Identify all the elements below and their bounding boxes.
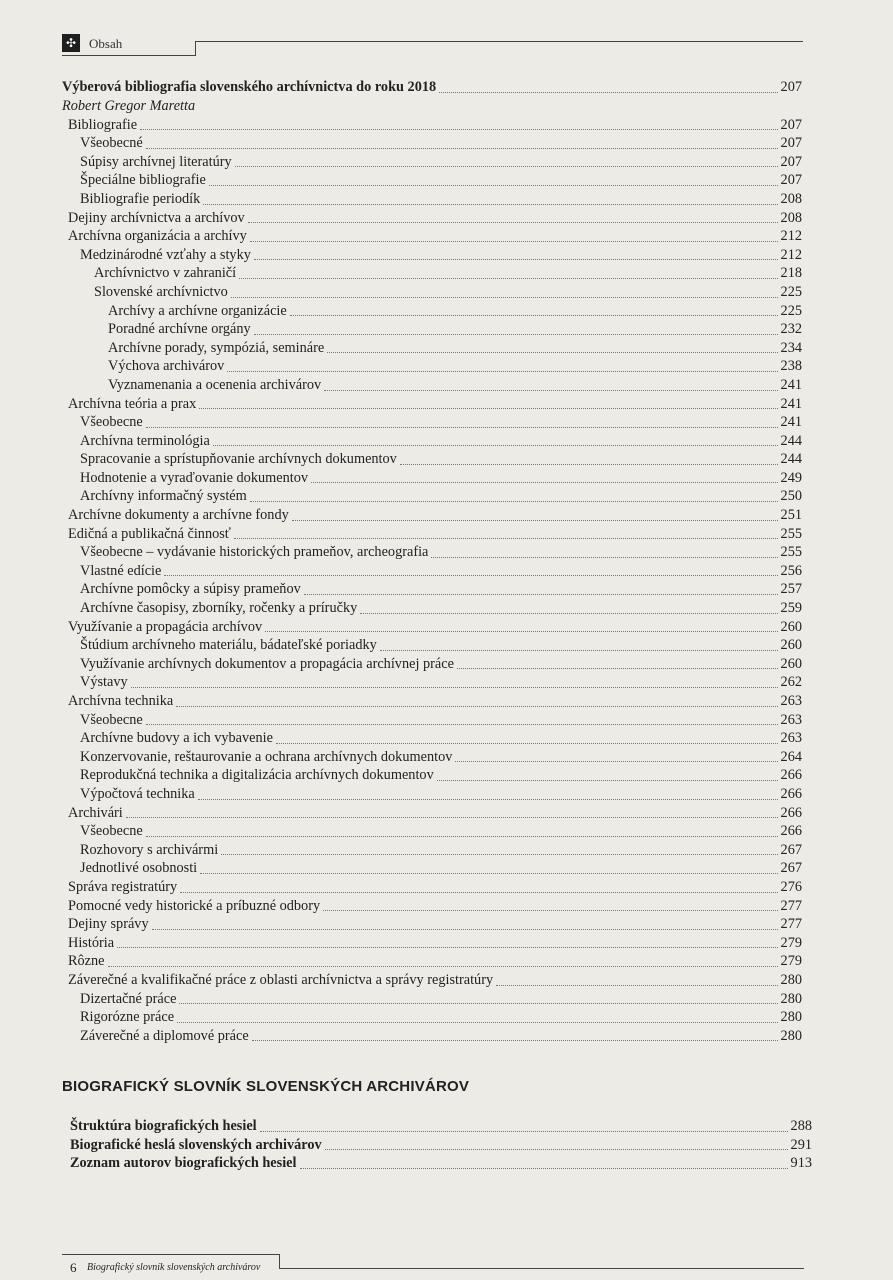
toc-entry-label: Výchova archivárov xyxy=(108,358,225,375)
toc-page-number: 263 xyxy=(780,711,802,728)
header-rule-long xyxy=(195,41,803,42)
table-of-contents xyxy=(62,78,802,1045)
toc-entry-label: Archívne budovy a ich vybavenie xyxy=(80,730,273,747)
toc-entry-label: Vlastné edície xyxy=(80,562,162,579)
footer-rule-step xyxy=(279,1254,280,1268)
toc-entry-label: Dejiny správy xyxy=(68,916,149,933)
toc-entry[interactable] xyxy=(62,766,802,785)
toc-entry-label: Bibliografie periodík xyxy=(80,190,201,207)
toc-entry[interactable] xyxy=(62,320,802,339)
toc-page-number: 267 xyxy=(780,841,802,858)
biographical-entry[interactable] xyxy=(62,1117,812,1136)
toc-entry-label: Všeobecne xyxy=(80,823,143,840)
dot-leader xyxy=(146,724,778,725)
toc-entry-label: Archívna teória a prax xyxy=(68,395,197,412)
toc-entry-label: Štúdium archívneho materiálu, bádateľské poriadky xyxy=(80,637,377,654)
toc-page-number: 249 xyxy=(780,469,802,486)
toc-page-number: 255 xyxy=(780,525,802,542)
toc-entry-label: Záverečné a diplomové práce xyxy=(80,1027,249,1044)
dot-leader xyxy=(177,1022,778,1023)
biographical-entry[interactable] xyxy=(62,1136,812,1155)
toc-entry[interactable] xyxy=(62,116,802,135)
toc-entry[interactable] xyxy=(62,450,802,469)
dot-leader xyxy=(324,390,778,391)
toc-entry-label: Zoznam autorov biografických hesiel xyxy=(70,1155,297,1172)
toc-entry[interactable] xyxy=(62,395,802,414)
toc-entry[interactable] xyxy=(62,785,802,804)
toc-entry-label: Dejiny archívnictva a archívov xyxy=(68,209,245,226)
dot-leader xyxy=(496,985,778,986)
dot-leader xyxy=(199,408,778,409)
dot-leader xyxy=(146,148,778,149)
toc-entry-label: Dizertačné práce xyxy=(80,990,177,1007)
toc-page-number: 266 xyxy=(780,823,802,840)
toc-entry-label: Správa registratúry xyxy=(68,878,178,895)
toc-author: Robert Gregor Maretta xyxy=(62,97,196,114)
toc-entry[interactable] xyxy=(62,1008,802,1027)
toc-page-number: 266 xyxy=(780,804,802,821)
toc-entry-label: Výpočtová technika xyxy=(80,785,195,802)
dot-leader xyxy=(213,445,778,446)
dot-leader xyxy=(200,873,778,874)
toc-page-number: 913 xyxy=(790,1155,812,1172)
toc-entry[interactable] xyxy=(62,264,802,283)
toc-page-number: 234 xyxy=(780,339,802,356)
toc-page-number: 260 xyxy=(780,618,802,635)
toc-entry[interactable] xyxy=(62,897,802,916)
toc-page-number: 225 xyxy=(780,283,802,300)
toc-entry[interactable] xyxy=(62,171,802,190)
dot-leader xyxy=(146,427,778,428)
toc-entry[interactable] xyxy=(62,673,802,692)
toc-entry[interactable] xyxy=(62,562,802,581)
toc-entry[interactable] xyxy=(62,934,802,953)
toc-page-number: 225 xyxy=(780,302,802,319)
toc-entry[interactable] xyxy=(62,543,802,562)
toc-page-number: 255 xyxy=(780,544,802,561)
toc-page-number: 266 xyxy=(780,785,802,802)
toc-entry-label: Rôzne xyxy=(68,953,105,970)
dot-leader xyxy=(239,278,778,279)
toc-page-number: 244 xyxy=(780,432,802,449)
toc-entry-label: Archívna organizácia a archívy xyxy=(68,228,247,245)
toc-page-number: 291 xyxy=(790,1136,812,1153)
toc-entry[interactable] xyxy=(62,227,802,246)
toc-entry-label: Edičná a publikačná činnosť xyxy=(68,525,231,542)
toc-entry[interactable] xyxy=(62,990,802,1009)
toc-entry-label: Archívny informačný systém xyxy=(80,488,247,505)
toc-entry[interactable] xyxy=(62,711,802,730)
toc-entry[interactable] xyxy=(62,618,802,637)
toc-page-number: 260 xyxy=(780,637,802,654)
toc-page-number: 277 xyxy=(780,897,802,914)
dot-leader xyxy=(455,761,778,762)
toc-entry[interactable] xyxy=(62,804,802,823)
dot-leader xyxy=(292,520,778,521)
toc-entry[interactable] xyxy=(62,190,802,209)
biographical-entry[interactable] xyxy=(62,1154,812,1173)
toc-page-number: 250 xyxy=(780,488,802,505)
toc-entry-label: Archívnictvo v zahraničí xyxy=(94,265,237,282)
dot-leader xyxy=(276,743,778,744)
toc-entry-label: Hodnotenie a vyraďovanie dokumentov xyxy=(80,469,309,486)
toc-page-number: 259 xyxy=(780,600,802,617)
toc-entry[interactable] xyxy=(62,432,802,451)
toc-page-number: 207 xyxy=(780,116,802,133)
toc-page-number: 279 xyxy=(780,953,802,970)
dot-leader xyxy=(290,315,778,316)
toc-entry[interactable] xyxy=(62,841,802,860)
toc-page-number: 241 xyxy=(780,376,802,393)
toc-page-number: 263 xyxy=(780,693,802,709)
dot-leader xyxy=(108,966,778,967)
toc-entry[interactable] xyxy=(62,952,802,971)
dot-leader xyxy=(265,631,778,632)
toc-entry[interactable] xyxy=(62,1027,802,1046)
toc-page-number: 241 xyxy=(780,395,802,412)
section-heading: BIOGRAFICKÝ SLOVNÍK SLOVENSKÝCH ARCHIVÁROV xyxy=(62,1078,470,1095)
dot-leader xyxy=(209,185,778,186)
dot-leader xyxy=(250,241,778,242)
toc-page-number: 212 xyxy=(780,228,802,245)
dot-leader xyxy=(360,613,778,614)
header-rule-step xyxy=(195,41,196,56)
dot-leader xyxy=(221,854,778,855)
toc-entry[interactable] xyxy=(62,729,802,748)
toc-page-number: 267 xyxy=(780,860,802,877)
toc-page-number: 279 xyxy=(780,934,802,951)
biographical-contents xyxy=(62,1117,812,1173)
toc-entry-label: Jednotlivé osobnosti xyxy=(80,860,198,877)
toc-entry[interactable] xyxy=(62,636,802,655)
toc-page-number: 207 xyxy=(780,135,802,152)
dot-leader xyxy=(311,482,778,483)
toc-entry-label: Všeobecne xyxy=(80,711,143,728)
dot-leader xyxy=(457,668,778,669)
toc-page-number: 280 xyxy=(780,990,802,1007)
toc-page-number: 212 xyxy=(780,246,802,263)
toc-entry-label: Archívne časopisy, zborníky, ročenky a príručky xyxy=(80,600,358,617)
toc-page-number: 276 xyxy=(780,878,802,895)
dot-leader xyxy=(380,650,778,651)
footer-book-title: Biografický slovník slovenských archivárov xyxy=(87,1262,261,1273)
toc-page-number: 256 xyxy=(780,562,802,579)
decorative-ornament-icon: ✣ xyxy=(62,34,80,52)
toc-page-number: 251 xyxy=(780,507,802,524)
toc-entry[interactable] xyxy=(62,580,802,599)
toc-entry-label: Archivári xyxy=(68,804,123,821)
dot-leader xyxy=(176,706,778,707)
toc-page-number: 218 xyxy=(780,265,802,282)
dot-leader xyxy=(131,687,778,688)
toc-entry[interactable] xyxy=(62,469,802,488)
footer-page-number: 6 xyxy=(70,1260,77,1275)
toc-page-number: 241 xyxy=(780,414,802,431)
dot-leader xyxy=(400,464,778,465)
toc-entry-label: Slovenské archívnictvo xyxy=(94,283,228,300)
dot-leader xyxy=(254,334,778,335)
toc-entry[interactable] xyxy=(62,283,802,302)
toc-entry-label: Vyznamenania a ocenenia archivárov xyxy=(108,376,322,393)
toc-entry[interactable] xyxy=(62,134,802,153)
toc-entry[interactable] xyxy=(62,487,802,506)
toc-entry-label: Biografické heslá slovenských archivárov xyxy=(70,1136,322,1153)
toc-entry-label: Pomocné vedy historické a príbuzné odbory xyxy=(68,897,321,914)
toc-page-number: 260 xyxy=(780,655,802,672)
toc-entry-label: Všeobecne – vydávanie historických prameňov, archeografia xyxy=(80,544,429,561)
toc-entry[interactable] xyxy=(62,822,802,841)
toc-entry[interactable] xyxy=(62,209,802,228)
toc-page-number: 262 xyxy=(780,674,802,691)
toc-entry[interactable] xyxy=(62,692,802,711)
toc-entry[interactable] xyxy=(62,655,802,674)
header-rule xyxy=(62,55,195,56)
toc-entry-label: Záverečné a kvalifikačné práce z oblasti archívnictva a správy registratúry xyxy=(68,971,494,988)
toc-entry-label: Archívne pomôcky a súpisy prameňov xyxy=(80,581,301,598)
dot-leader xyxy=(250,501,778,502)
toc-entry-label: Konzervovanie, reštaurovanie a ochrana archívnych dokumentov xyxy=(80,748,453,765)
toc-entry[interactable] xyxy=(62,413,802,432)
toc-entry[interactable] xyxy=(62,971,802,990)
toc-entry-label: História xyxy=(68,934,115,951)
toc-entry-label: Medzinárodné vzťahy a styky xyxy=(80,246,251,263)
toc-entry-label: Využívanie a propagácia archívov xyxy=(68,618,263,635)
toc-entry-label: Všeobecne xyxy=(80,414,143,431)
toc-entry-label: Špeciálne bibliografie xyxy=(80,172,206,189)
toc-entry-label: Štruktúra biografických hesiel xyxy=(70,1118,257,1134)
toc-main-title: Výberová bibliografia slovenského archívnictva do roku 2018 xyxy=(62,79,437,95)
toc-entry[interactable] xyxy=(62,376,802,395)
dot-leader xyxy=(227,371,778,372)
dot-leader xyxy=(146,836,778,837)
toc-page-number: 207 xyxy=(780,79,802,95)
toc-entry[interactable] xyxy=(62,878,802,897)
page-header-label: Obsah xyxy=(89,36,123,51)
toc-entry-label: Využívanie archívnych dokumentov a propagácia archívnej práce xyxy=(80,655,454,672)
dot-leader xyxy=(252,1040,778,1041)
dot-leader xyxy=(325,1149,788,1150)
dot-leader xyxy=(140,129,778,130)
toc-page-number: 208 xyxy=(780,190,802,207)
toc-page-number: 232 xyxy=(780,321,802,338)
toc-page-number: 280 xyxy=(780,1027,802,1044)
toc-page-number: 238 xyxy=(780,358,802,375)
toc-entry-label: Spracovanie a sprístupňovanie archívnych dokumentov xyxy=(80,451,397,468)
toc-entry[interactable] xyxy=(62,246,802,265)
toc-entry-label: Výstavy xyxy=(80,674,128,691)
dot-leader xyxy=(327,352,778,353)
toc-page-number: 208 xyxy=(780,209,802,226)
dot-leader xyxy=(179,1003,778,1004)
dot-leader xyxy=(248,222,778,223)
dot-leader xyxy=(180,892,778,893)
dot-leader xyxy=(254,259,778,260)
dot-leader xyxy=(126,817,778,818)
toc-entry-label: Archívna terminológia xyxy=(80,432,210,449)
toc-entry-label: Archívy a archívne organizácie xyxy=(108,302,287,319)
dot-leader xyxy=(234,538,778,539)
dot-leader xyxy=(323,910,778,911)
dot-leader xyxy=(198,799,778,800)
dot-leader xyxy=(152,929,778,930)
toc-entry[interactable] xyxy=(62,748,802,767)
toc-entry-label: Rigorózne práce xyxy=(80,1009,175,1026)
toc-entry-label: Všeobecné xyxy=(80,135,143,152)
toc-page-number: 266 xyxy=(780,767,802,784)
toc-entry[interactable] xyxy=(62,859,802,878)
toc-main-entry[interactable] xyxy=(62,78,802,97)
dot-leader xyxy=(439,92,778,93)
toc-page-number: 280 xyxy=(780,971,802,988)
dot-leader xyxy=(431,557,778,558)
toc-page-number: 280 xyxy=(780,1009,802,1026)
toc-entry[interactable] xyxy=(62,599,802,618)
dot-leader xyxy=(117,947,778,948)
toc-page-number: 264 xyxy=(780,748,802,765)
toc-entry[interactable] xyxy=(62,302,802,321)
toc-entry[interactable] xyxy=(62,153,802,172)
toc-page-number: 288 xyxy=(790,1118,812,1134)
footer-rule-long xyxy=(279,1268,804,1269)
toc-entry-label: Archívna technika xyxy=(68,693,174,709)
toc-entry-label: Poradné archívne orgány xyxy=(108,321,251,338)
dot-leader xyxy=(437,780,778,781)
toc-entry-label: Bibliografie xyxy=(68,116,138,133)
toc-entry[interactable] xyxy=(62,357,802,376)
toc-page-number: 263 xyxy=(780,730,802,747)
dot-leader xyxy=(203,204,778,205)
toc-page-number: 207 xyxy=(780,172,802,189)
toc-entry[interactable] xyxy=(62,339,802,358)
toc-page-number: 244 xyxy=(780,451,802,468)
toc-page-number: 257 xyxy=(780,581,802,598)
dot-leader xyxy=(260,1131,788,1132)
toc-page-number: 207 xyxy=(780,153,802,170)
dot-leader xyxy=(235,166,778,167)
dot-leader xyxy=(300,1168,788,1169)
footer-rule xyxy=(62,1254,279,1255)
toc-entry[interactable] xyxy=(62,525,802,544)
toc-entry-label: Archívne porady, sympóziá, semináre xyxy=(108,339,325,356)
toc-entry[interactable] xyxy=(62,915,802,934)
toc-entry-label: Rozhovory s archivármi xyxy=(80,841,219,858)
dot-leader xyxy=(164,575,778,576)
dot-leader xyxy=(231,297,778,298)
toc-entry[interactable] xyxy=(62,506,802,525)
dot-leader xyxy=(304,594,778,595)
toc-entry-label: Archívne dokumenty a archívne fondy xyxy=(68,507,289,524)
toc-entry-label: Súpisy archívnej literatúry xyxy=(80,153,232,170)
toc-page-number: 277 xyxy=(780,916,802,933)
toc-entry-label: Reprodukčná technika a digitalizácia archívnych dokumentov xyxy=(80,767,434,784)
